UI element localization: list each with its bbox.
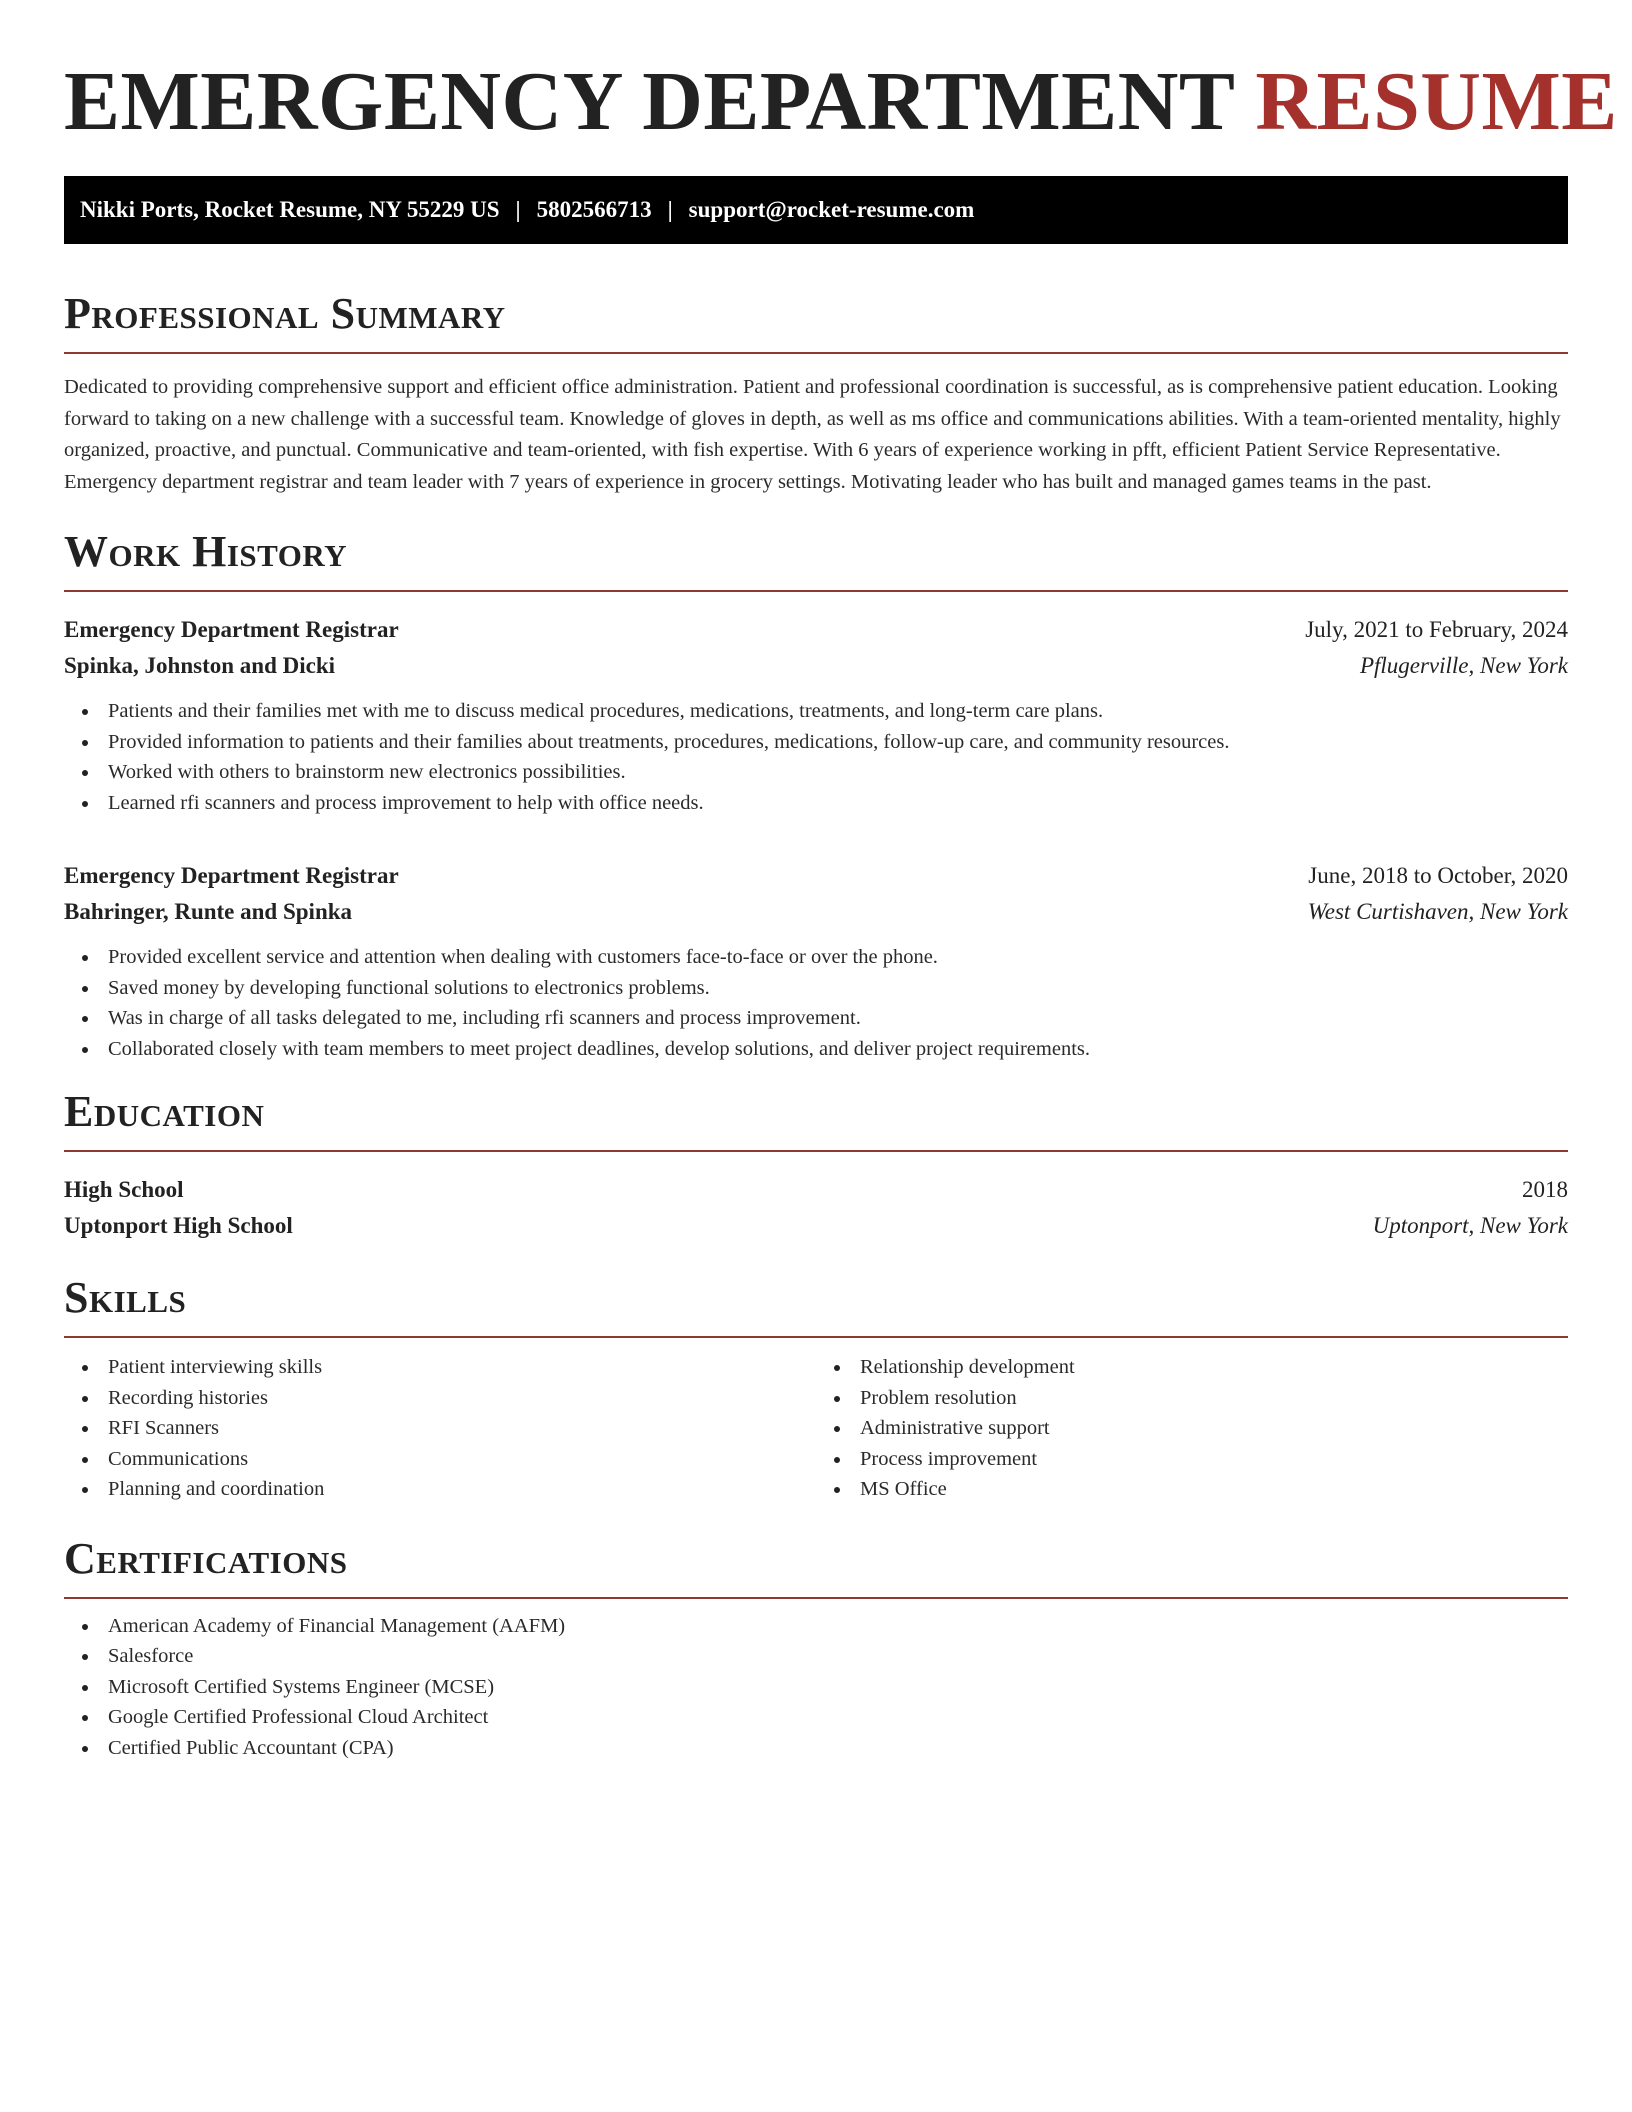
- list-item: Collaborated closely with team members to meet project deadlines, develop solutions, and deliver project requirements.: [64, 1034, 1568, 1065]
- title-accent: RESUME: [1255, 55, 1618, 148]
- list-item: Planning and coordination: [64, 1474, 816, 1505]
- resume-title: [64, 52, 1618, 152]
- education-heading: Education: [64, 1086, 1568, 1152]
- list-item: Problem resolution: [816, 1383, 1568, 1414]
- list-item: Google Certified Professional Cloud Architect: [64, 1702, 1568, 1733]
- certifications-section: [64, 1533, 1568, 1764]
- job-company-row: [64, 894, 1568, 930]
- skills-list: [816, 1352, 1568, 1505]
- job-company: Spinka, Johnston and Dicki: [64, 653, 336, 678]
- contact-email: support@rocket-resume.com: [688, 197, 975, 222]
- job-title-row: [64, 858, 1568, 894]
- contact-bar: [64, 176, 1568, 244]
- list-item: Certified Public Accountant (CPA): [64, 1733, 1568, 1764]
- list-item: Worked with others to brainstorm new electronics possibilities.: [64, 757, 1568, 788]
- contact-separator: |: [515, 197, 521, 222]
- list-item: Process improvement: [816, 1444, 1568, 1475]
- job-entry: [64, 612, 1568, 818]
- skills-section: [64, 1272, 1568, 1505]
- education-school: Uptonport High School: [64, 1213, 293, 1238]
- job-location: Pflugerville, New York: [1359, 653, 1568, 678]
- job-dates: June, 2018 to October, 2020: [1308, 863, 1568, 888]
- education-section: [64, 1086, 1568, 1244]
- list-item: Provided excellent service and attention when dealing with customers face-to-face or over the phone.: [64, 942, 1568, 973]
- list-item: Patient interviewing skills: [64, 1352, 816, 1383]
- contact-address: Nikki Ports, Rocket Resume, NY 55229 US: [80, 197, 500, 222]
- skills-column-right: [816, 1352, 1568, 1505]
- certifications-heading: Certifications: [64, 1533, 1568, 1599]
- job-bullets: [64, 942, 1568, 1064]
- list-item: Relationship development: [816, 1352, 1568, 1383]
- job-company-row: [64, 648, 1568, 684]
- job-company: Bahringer, Runte and Spinka: [64, 899, 353, 924]
- list-item: Salesforce: [64, 1641, 1568, 1672]
- list-item: MS Office: [816, 1474, 1568, 1505]
- list-item: Recording histories: [64, 1383, 816, 1414]
- job-title: Emergency Department Registrar: [64, 617, 399, 642]
- work-history-section: [64, 526, 1568, 1064]
- list-item: Saved money by developing functional solutions to electronics problems.: [64, 973, 1568, 1004]
- certifications-list: [64, 1611, 1568, 1764]
- education-school-row: [64, 1208, 1568, 1244]
- education-year: 2018: [1522, 1177, 1568, 1202]
- summary-heading: Professional Summary: [64, 288, 1568, 354]
- list-item: Microsoft Certified Systems Engineer (MCSE): [64, 1672, 1568, 1703]
- list-item: Provided information to patients and their families about treatments, procedures, medications, follow-up care, and community resources.: [64, 727, 1568, 758]
- skills-grid: [64, 1352, 1568, 1505]
- list-item: RFI Scanners: [64, 1413, 816, 1444]
- job-title: Emergency Department Registrar: [64, 863, 399, 888]
- summary-section: [64, 288, 1568, 498]
- list-item: American Academy of Financial Management (AAFM): [64, 1611, 1568, 1642]
- work-history-heading: Work History: [64, 526, 1568, 592]
- list-item: Communications: [64, 1444, 816, 1475]
- contact-separator: |: [667, 197, 673, 222]
- education-degree-row: [64, 1172, 1568, 1208]
- contact-phone: 5802566713: [536, 197, 652, 222]
- job-entry: [64, 858, 1568, 1064]
- title-main: EMERGENCY DEPARTMENT: [64, 55, 1234, 148]
- summary-text: Dedicated to providing comprehensive support and efficient office administration. Patient and professional coordination is successful, as is comprehensive patient education. Looking forward to taking on a new challenge with a successful team. Knowledge of gloves in depth, as well as ms office and communications abilities. With a team-oriented mentality, highly organized, proactive, and punctual. Communicative and team-oriented, with fish expertise. With 6 years of experience working in pfft, efficient Patient Service Representative. Emergency department registrar and team leader with 7 years of experience in grocery settings. Motivating leader who has built and managed games teams in the past.: [64, 376, 1561, 493]
- education-entry: [64, 1172, 1568, 1244]
- list-item: Administrative support: [816, 1413, 1568, 1444]
- education-degree: High School: [64, 1177, 184, 1202]
- job-title-row: [64, 612, 1568, 648]
- skills-list: [64, 1352, 816, 1505]
- list-item: Patients and their families met with me to discuss medical procedures, medications, treatments, and long-term care plans.: [64, 696, 1568, 727]
- job-bullets: [64, 696, 1568, 818]
- skills-column-left: [64, 1352, 816, 1505]
- skills-heading: Skills: [64, 1272, 1568, 1338]
- list-item: Was in charge of all tasks delegated to me, including rfi scanners and process improvement.: [64, 1003, 1568, 1034]
- list-item: Learned rfi scanners and process improvement to help with office needs.: [64, 788, 1568, 819]
- job-dates: July, 2021 to February, 2024: [1305, 617, 1568, 642]
- education-location: Uptonport, New York: [1372, 1213, 1568, 1238]
- job-location: West Curtishaven, New York: [1307, 899, 1568, 924]
